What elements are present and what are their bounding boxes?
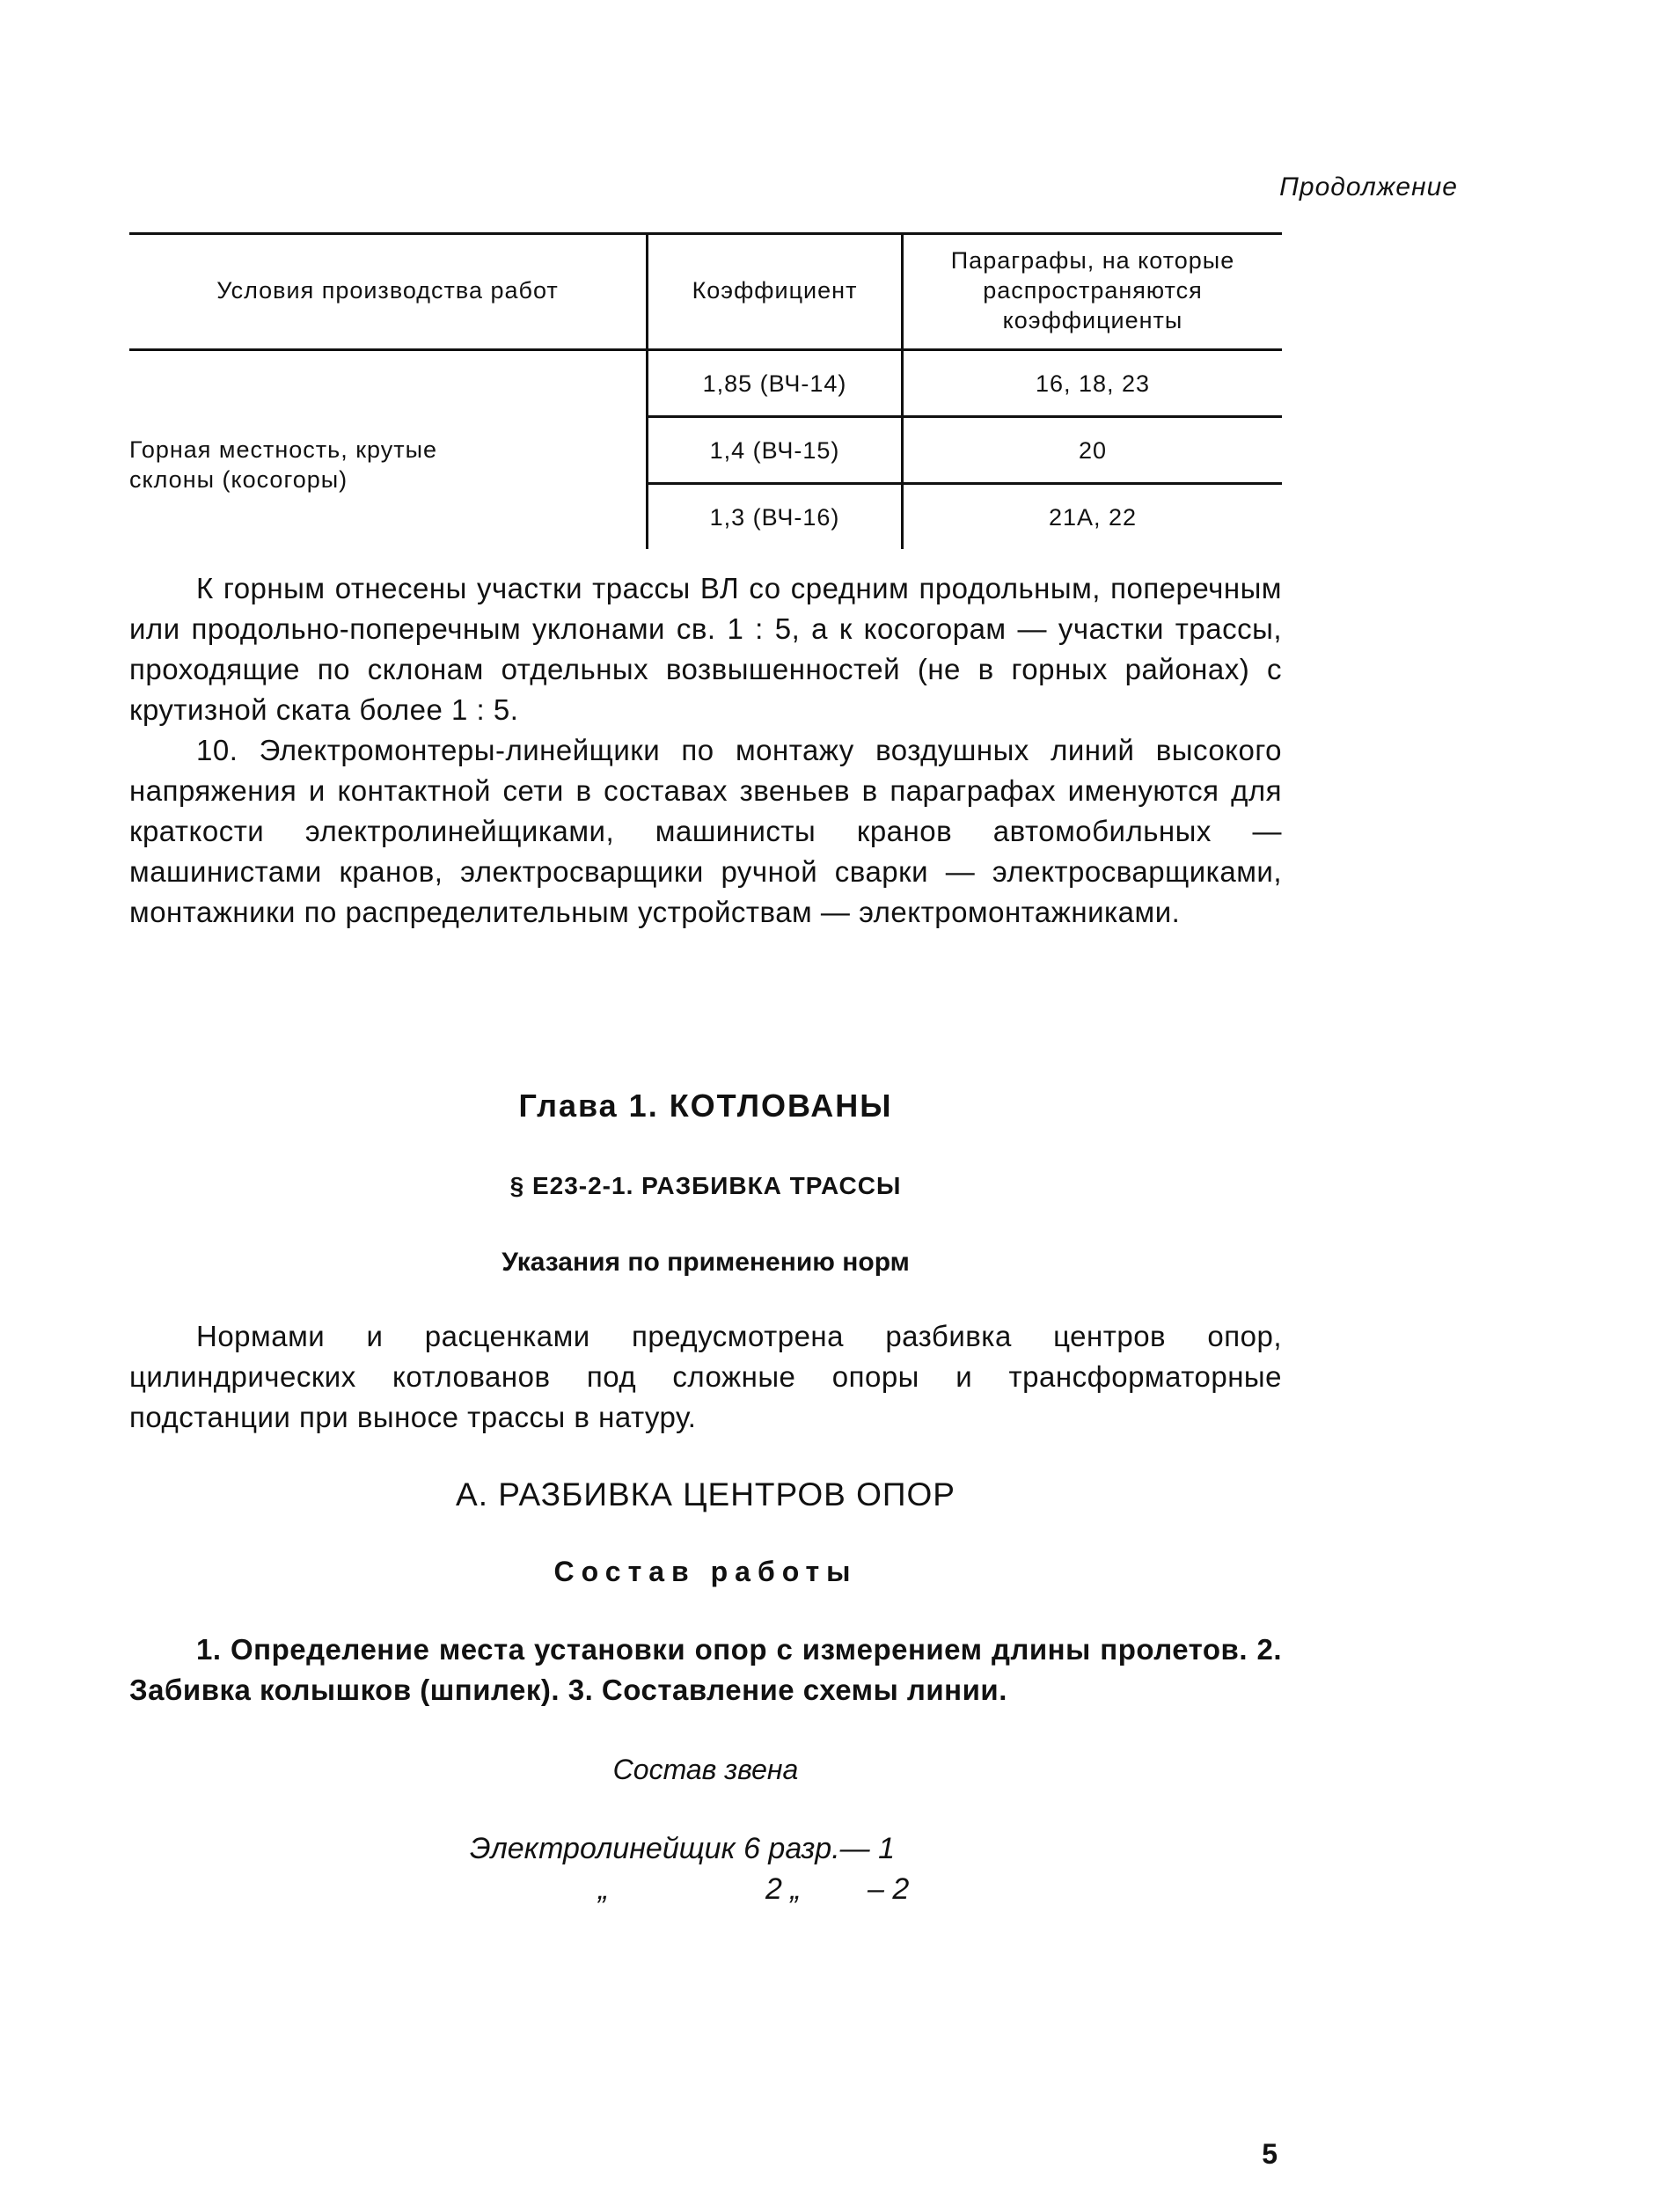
- crew-title: Состав звена: [612, 1754, 799, 1785]
- item-10-paragraph: 10. Электромонтеры-линейщики по монтажу воздушных линий высокого напряжения и контактной сети в составах звеньев в параграфах именуются для краткости электролинейщиками, машинисты кранов автомобильных — машинистами кранов, электросварщики ручной сварки — электросварщиками, монтажники по распределительным устройствам — электромонтажниками.: [129, 734, 1282, 928]
- mountain-note-paragraph: К горным отнесены участки трассы ВЛ со средним продольным, поперечным или продольно-поперечным уклонами св. 1 : 5, а к косогорам — участки трассы, проходящие по склонам отдельных возвышенностей (не в горных районах) с крутизной ската более 1 : 5.: [129, 572, 1282, 726]
- work-paragraph: 1. Определение места установки опор с измерением длины пролетов. 2. Забивка колышков (шпилек). 3. Составление схемы линии.: [129, 1633, 1282, 1706]
- guidance-paragraph: Нормами и расценками предусмотрена разбивка центров опор, цилиндрических котлованов под сложные опоры и трансформаторные подстанции при выносе трассы в натуру.: [129, 1320, 1282, 1433]
- table-row-coefficient: 1,85 (ВЧ-14): [702, 370, 847, 397]
- guidance-title: Указания по применению норм: [502, 1248, 910, 1277]
- coefficients-table: [129, 232, 1282, 549]
- crew-line-2-count: – 2: [868, 1872, 910, 1906]
- page-number: 5: [1262, 2138, 1278, 2170]
- table-row-paragraphs: 21А, 22: [1048, 503, 1138, 531]
- table-row-coefficient: 1,4 (ВЧ-15): [709, 436, 840, 464]
- continuation-label: Продолжение: [1279, 172, 1458, 201]
- work-title: Состав работы: [553, 1556, 858, 1587]
- table-row-coefficient: 1,3 (ВЧ-16): [709, 503, 840, 531]
- crew-line-1: Электролинейщик 6 разр.— 1: [470, 1832, 896, 1865]
- header-paragraphs: Параграфы, на которые распространяются коэффициенты: [950, 247, 1235, 333]
- table-row-paragraphs: 16, 18, 23: [1035, 370, 1151, 397]
- chapter-title: Глава 1. КОТЛОВАНЫ: [518, 1088, 893, 1124]
- subsection-title: А. РАЗБИВКА ЦЕНТРОВ ОПОР: [456, 1476, 955, 1513]
- condition-cell: Горная местность, крутые склоны (косогоры): [129, 436, 438, 493]
- header-coefficient: Коэффициент: [692, 277, 858, 304]
- section-title: § Е23-2-1. РАЗБИВКА ТРАССЫ: [509, 1172, 902, 1199]
- table-row-paragraphs: 20: [1078, 436, 1108, 464]
- crew-line-2-ditto: „: [598, 1872, 609, 1906]
- header-conditions: Условия производства работ: [216, 277, 559, 304]
- crew-line-2-grade: 2 „: [765, 1872, 801, 1906]
